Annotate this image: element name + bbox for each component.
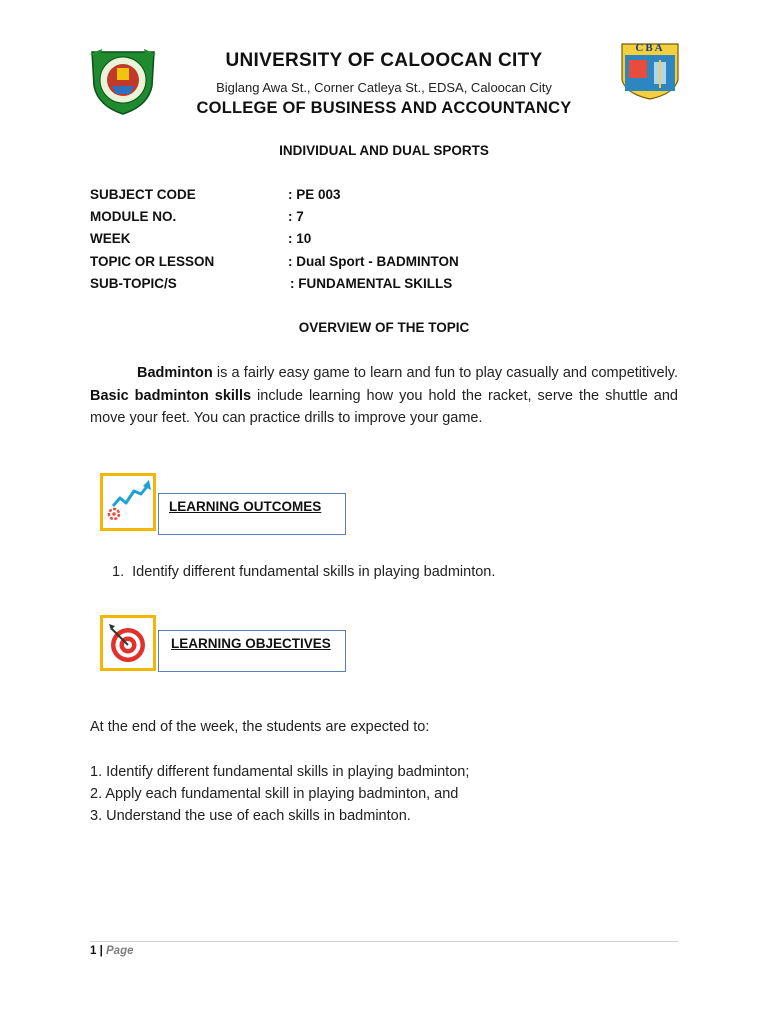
- learning-outcomes-label-box: [158, 493, 346, 535]
- meta-label-topic: TOPIC OR LESSON: [90, 254, 215, 269]
- meta-value-week: : 10: [288, 231, 312, 246]
- meta-label-week: WEEK: [90, 231, 131, 246]
- overview-text-1: is a fairly easy game to learn and fun to play casually and competitively.: [212, 365, 678, 381]
- learning-outcomes-label: LEARNING OUTCOMES: [169, 499, 322, 514]
- overview-paragraph: [90, 362, 678, 430]
- meta-label-subject-code: SUBJECT CODE: [90, 187, 196, 202]
- page-label: Page: [106, 945, 134, 957]
- university-name: UNIVERSITY OF CALOOCAN CITY: [225, 50, 543, 71]
- growth-chart-icon: [103, 476, 153, 528]
- meta-value-subtopic: : FUNDAMENTAL SKILLS: [290, 276, 453, 291]
- college-name: COLLEGE OF BUSINESS AND ACCOUNTANCY: [196, 99, 572, 117]
- course-title: INDIVIDUAL AND DUAL SPORTS: [279, 143, 489, 158]
- overview-term-basic-skills: Basic badminton skills: [90, 387, 252, 404]
- meta-label-subtopic: SUB-TOPIC/S: [90, 276, 177, 291]
- learning-outcome-item: 1. Identify different fundamental skills in playing badminton.: [112, 564, 496, 580]
- page-separator: |: [96, 945, 107, 957]
- objective-item-3: 3. Understand the use of each skills in badminton.: [90, 808, 411, 824]
- cba-logo-text: CBA: [635, 42, 665, 54]
- page-number: 1: [90, 945, 97, 957]
- learning-objectives-label-box: [158, 630, 346, 672]
- learning-outcomes-icon-frame: [100, 473, 156, 531]
- overview-heading: OVERVIEW OF THE TOPIC: [298, 320, 470, 335]
- objective-item-2: 2. Apply each fundamental skill in playing badminton, and: [90, 786, 459, 802]
- learning-objectives-label: LEARNING OBJECTIVES: [171, 636, 331, 651]
- university-address: Biglang Awa St., Corner Catleya St., EDSA, Caloocan City: [216, 80, 552, 95]
- meta-value-module-no: : 7: [288, 209, 304, 224]
- footer-divider: [90, 941, 678, 942]
- objective-item-1: 1. Identify different fundamental skills in playing badminton;: [90, 764, 470, 780]
- meta-value-topic: : Dual Sport - BADMINTON: [288, 254, 459, 269]
- objectives-intro: At the end of the week, the students are expected to:: [90, 719, 430, 735]
- meta-value-subject-code: : PE 003: [288, 187, 341, 202]
- learning-objectives-icon-frame: [100, 615, 156, 671]
- page-footer: [90, 945, 134, 957]
- overview-text-2: include learning how you hold the racket, serve the shuttle and move your feet. You can practice drills to improve your game.: [90, 387, 678, 426]
- meta-label-module-no: MODULE NO.: [90, 209, 177, 224]
- target-icon: [103, 618, 153, 668]
- overview-term-badminton: Badminton: [137, 365, 213, 381]
